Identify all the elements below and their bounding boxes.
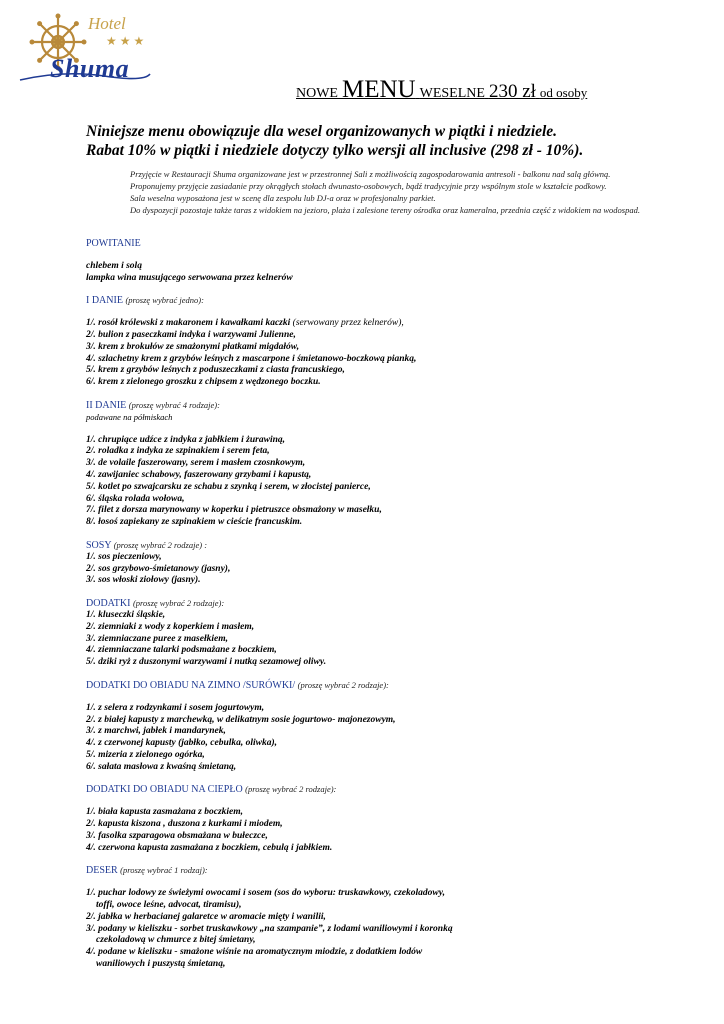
list-item: 7/. filet z dorsza marynowany w koperku i pietruszce obsmażony w masełku, <box>86 505 382 516</box>
list-item: 3/. z marchwi, jabłek i mandarynek, <box>86 726 226 737</box>
section-hint: (proszę wybrać 2 rodzaje): <box>297 679 389 690</box>
list-item: 1/. chrupiące udźce z indyka z jabłkiem i żurawiną, <box>86 434 285 445</box>
section-title: II DANIE <box>86 399 127 411</box>
section-hint: (proszę wybrać jedno): <box>125 295 204 306</box>
list-item: 5/. mizeria z zielonego ogórka, <box>86 749 205 760</box>
danie-2-items <box>86 435 696 529</box>
dodatki-items <box>86 610 696 669</box>
cieplo-items <box>86 807 696 854</box>
list-item: 1/. sos pieczeniowy, <box>86 551 162 562</box>
danie-1-items <box>86 318 696 389</box>
item-text: 1/. rosół królewski z makaronem i kawałkami kaczki <box>86 318 291 329</box>
section-subnote: podawane na półmiskach <box>86 411 173 422</box>
list-item: 3/. ziemniaczane puree z masełkiem, <box>86 633 228 644</box>
list-item: 5/. kotlet po szwajcarsku ze schabu z szynką i serem, w złocistej panierce, <box>86 481 371 492</box>
intro-line: Rabat 10% w piątki i niedziele dotyczy tylko wersji all inclusive (298 zł - 10%). <box>86 142 584 159</box>
list-item: 2/. roladka z indyka ze szpinakiem i serem feta, <box>86 446 270 457</box>
section-heading-deser <box>86 865 696 877</box>
section-heading-danie-2 <box>86 400 696 412</box>
section-heading-sosy <box>86 540 696 552</box>
deser-items <box>86 888 696 971</box>
list-item: 2/. ziemniaki z wody z koperkiem i masłem, <box>86 621 255 632</box>
list-item: 1/. kluseczki śląskie, <box>86 609 166 620</box>
list-item: 2/. kapusta kiszona , duszona z kurkami i miodem, <box>86 819 283 830</box>
list-item: chlebem i solą <box>86 260 142 271</box>
section-title: DODATKI DO OBIADU NA ZIMNO /SURÓWKI/ <box>86 679 296 691</box>
list-item: 2/. jabłka w herbacianej galaretce w aromacie mięty i wanilii, <box>86 911 326 922</box>
list-item: 6/. krem z zielonego groszku z chipsem z wędzonego boczku. <box>86 377 321 388</box>
list-item: 4/. z czerwonej kapusty (jabłko, cebulka, oliwka), <box>86 738 278 749</box>
section-hint: (proszę wybrać 1 rodzaj): <box>120 865 208 876</box>
list-item: 2/. z białej kapusty z marchewką, w delikatnym sosie jogurtowo- majonezowym, <box>86 714 396 725</box>
section-hint: (proszę wybrać 4 rodzaje): <box>128 399 220 410</box>
list-item: 1/. biała kapusta zasmażana z boczkiem, <box>86 807 244 818</box>
surowki-items <box>86 703 696 774</box>
section-title: DESER <box>86 865 118 877</box>
list-item: 3/. krem z brokułów ze smażonymi płatkami migdałów, <box>86 341 300 352</box>
note-line: Proponujemy przyjęcie zasiadanie przy okrągłych stołach dwunasto-osobowych, bądź tradycyjnie przy wspólnym stole w kształcie podkowy. <box>130 181 607 191</box>
list-item: 4/. ziemniaczane talarki podsmażane z boczkiem, <box>86 645 277 656</box>
title-per-person: od osoby <box>539 85 588 100</box>
venue-notes <box>130 168 690 216</box>
list-item: 6/. sałata masłowa z kwaśną śmietaną, <box>86 761 237 772</box>
note-line: Przyjęcie w Restauracji Shuma organizowane jest w przestronnej Sali z możliwością zagospodarowania antresoli - balkonu nad salą główną. <box>130 169 611 179</box>
list-item: 1/. puchar lodowy ze świeżymi owocami i sosem (sos do wyboru: truskawkowy, czekoladowy, <box>86 888 445 899</box>
list-item: 4/. szlachetny krem z grzybów leśnych z mascarpone i śmietanowo-boczkową pianką, <box>86 353 417 364</box>
title-price: 230 zł <box>488 81 536 102</box>
list-item: 3/. sos włoski ziołowy (jasny). <box>86 575 201 586</box>
item-note: (serwowany przez kelnerów), <box>292 318 404 329</box>
section-heading-surowki <box>86 680 696 692</box>
list-item: 2/. bulion z paseczkami indyka i warzywami Julienne, <box>86 329 296 340</box>
title-weselne: WESELNE <box>419 86 485 101</box>
list-item: 1/. z selera z rodzynkami i sosem jogurtowym, <box>86 702 265 713</box>
list-item: 4/. zawijaniec schabowy, faszerowany grzybami i kapustą, <box>86 469 312 480</box>
section-heading-danie-1 <box>86 295 696 307</box>
list-item: 3/. de volaile faszerowany, serem i masłem czosnkowym, <box>86 458 306 469</box>
list-item: 8/. łosoś zapiekany ze szpinakiem w cieście francuskim. <box>86 517 303 528</box>
logo-hotel-text: Hotel <box>88 14 126 33</box>
logo-stars: ★★★ <box>106 34 148 48</box>
logo-swoosh <box>14 68 154 88</box>
section-hint: (proszę wybrać 2 rodzaje): <box>132 598 225 609</box>
menu-body <box>86 238 696 971</box>
list-item: 3/. fasolka szparagowa obsmażana w bułeczce, <box>86 830 268 841</box>
section-title: DODATKI <box>86 598 131 610</box>
list-item: 4/. czerwona kapusta zasmażana z boczkiem, cebulą i jabłkiem. <box>86 842 333 853</box>
intro-line: Niniejsze menu obowiązuje dla wesel organizowanych w piątki i niedziele. <box>86 123 558 140</box>
section-heading-dodatki <box>86 598 696 610</box>
list-item: 5/. krem z grzybów leśnych z poduszeczkami z ciasta francuskiego, <box>86 365 345 376</box>
section-heading-cieplo <box>86 784 696 796</box>
sosy-items <box>86 552 696 587</box>
title-menu: MENU <box>342 76 416 103</box>
list-item: lampka wina musującego serwowana przez kelnerów <box>86 272 293 283</box>
list-item: 6/. śląska rolada wołowa, <box>86 493 185 504</box>
section-heading-powitanie: POWITANIE <box>86 238 141 249</box>
list-item <box>86 318 696 330</box>
list-item: 5/. dziki ryż z duszonymi warzywami i nutką sezamowej oliwy. <box>86 657 327 668</box>
powitanie-items <box>86 261 696 285</box>
intro <box>86 122 706 160</box>
list-item: 2/. sos grzybowo-śmietanowy (jasny), <box>86 563 231 574</box>
title-nowe: NOWE <box>296 86 338 101</box>
section-title: I DANIE <box>86 295 123 307</box>
list-item-continuation: waniliowych i puszystą śmietaną, <box>96 959 226 970</box>
list-item-continuation: toffi, owoce leśne, advocat, tiramisu), <box>96 900 242 911</box>
logo-name: Shuma <box>50 54 130 83</box>
section-title: SOSY <box>86 539 112 551</box>
note-line: Sala weselna wyposażona jest w scenę dla zespołu lub DJ-a oraz w profesjonalny parkiet. <box>130 193 436 203</box>
section-title: DODATKI DO OBIADU NA CIEPŁO <box>86 784 243 796</box>
menu-title <box>296 76 587 104</box>
section-hint: (proszę wybrać 2 rodzaje): <box>245 784 337 795</box>
section-hint: (proszę wybrać 2 rodzaje) : <box>113 539 208 550</box>
hotel-logo <box>14 10 154 82</box>
list-item: 4/. podane w kieliszku - smażone wiśnie na aromatycznym miodzie, z dodatkiem lodów <box>86 947 423 958</box>
list-item: 3/. podany w kieliszku - sorbet truskawkowy „na szampanie”, z lodami waniliowymi i koronką <box>86 923 453 934</box>
note-line: Do dyspozycji pozostaje także taras z widokiem na jezioro, plaża i zalesione tereny ośrodka oraz kameralna, przednia część z widokiem na wodospad. <box>130 205 640 215</box>
list-item-continuation: czekoladową w chmurce z bitej śmietany, <box>96 935 256 946</box>
